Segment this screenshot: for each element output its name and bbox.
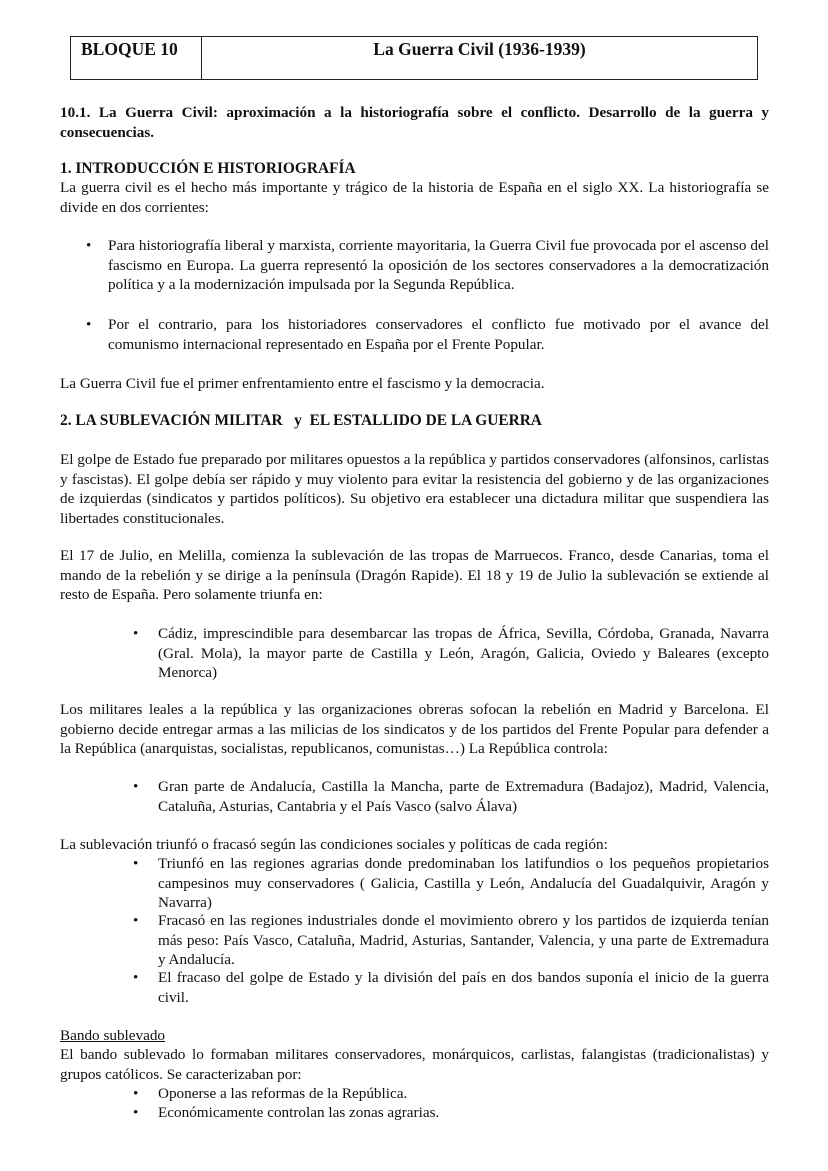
bullet-icon: • — [133, 855, 139, 872]
section-2-paragraph-3: Los militares leales a la república y las organizaciones obreras sofocan la rebelión en Madrid y Barcelona. El gobierno decide entregar armas a las milicias de los sindicatos y de los partidos del Frente Popular para defender a la República (anarquistas, socialistas, republicanos, comunistas…) La República controla: — [60, 701, 769, 758]
historiography-conservative: Por el contrario, para los historiadores conservadores el conflicto fue motivado por el avance del comunismo internacional representado en España por el Frente Popular. — [108, 316, 769, 353]
block-header-table — [70, 36, 758, 80]
block-number: BLOQUE 10 — [71, 37, 202, 79]
bullet-icon: • — [86, 316, 92, 333]
bando-sublevado-paragraph: El bando sublevado lo formaban militares conservadores, monárquicos, carlistas, falangistas (tradicionalistas) y grupos católicos. Se caracterizaban por: — [60, 1046, 769, 1083]
outcome-civil-war: El fracaso del golpe de Estado y la división del país en dos bandos suponía el inicio de la guerra civil. — [158, 969, 769, 1006]
list-item — [133, 777, 769, 816]
list-item — [133, 1103, 769, 1123]
section-2-paragraph-1: El golpe de Estado fue preparado por militares opuestos a la república y partidos conservadores (alfonsinos, carlistas y fascistas). El golpe debía ser rápido y muy violento para evitar la resistencia del gobierno y de las organizaciones de izquierdas (sindicatos y partidos políticos). Su objetivo era establecer una dictadura militar que suspendiera las libertades constitucionales. — [60, 451, 769, 527]
section-1-title: 1. INTRODUCCIÓN E HISTORIOGRAFÍA — [60, 160, 356, 177]
bullet-icon: • — [133, 912, 139, 929]
republic-regions: Gran parte de Andalucía, Castilla la Mancha, parte de Extremadura (Badajoz), Madrid, Valencia, Cataluña, Asturias, Cantabria y el País Vasco (salvo Álava) — [158, 778, 769, 815]
bullet-icon: • — [133, 1085, 139, 1102]
list-item — [133, 1084, 769, 1104]
section-2-paragraph-2: El 17 de Julio, en Melilla, comienza la sublevación de las tropas de Marruecos. Franco, desde Canarias, toma el mando de la rebelión y se dirige a la península (Dragón Rapide). El 18 y 19 de Julio la sublevación se extiende al resto de España. Pero solamente triunfa en: — [60, 547, 769, 604]
bando-sublevado-title: Bando sublevado — [60, 1027, 166, 1044]
triumph-regions: Cádiz, imprescindible para desembarcar las tropas de África, Sevilla, Córdoba, Granada, Navarra (Gral. Mola), la mayor parte de Castilla y León, Aragón, Galicia, Oviedo y Baleares (excepto Menorca) — [158, 625, 769, 682]
bullet-icon: • — [133, 1104, 139, 1121]
bullet-icon: • — [133, 778, 139, 795]
section-1-intro: La guerra civil es el hecho más importante y trágico de la historia de España en el siglo XX. La historiografía se divide en dos corrientes: — [60, 179, 769, 216]
list-item — [133, 854, 769, 913]
bullet-icon: • — [133, 625, 139, 642]
section-2-title: 2. LA SUBLEVACIÓN MILITAR y EL ESTALLIDO DE LA GUERRA — [60, 412, 542, 429]
bando-trait-1: Oponerse a las reformas de la República. — [158, 1085, 408, 1102]
list-item — [133, 911, 769, 970]
section-1-closing: La Guerra Civil fue el primer enfrentamiento entre el fascismo y la democracia. — [60, 375, 545, 392]
list-item — [86, 315, 769, 354]
list-item — [133, 624, 769, 683]
section-2-paragraph-4: La sublevación triunfó o fracasó según las condiciones sociales y políticas de cada región: — [60, 836, 608, 853]
bando-trait-2: Económicamente controlan las zonas agrarias. — [158, 1104, 440, 1121]
block-title: La Guerra Civil (1936-1939) — [373, 39, 586, 59]
outcome-triumph: Triunfó en las regiones agrarias donde predominaban los latifundios o los pequeños propietarios campesinos muy conservadores ( Galicia, Castilla y León, Andalucía del Guadalquivir, Aragón y Navarra) — [158, 855, 769, 912]
topic-heading: 10.1. La Guerra Civil: aproximación a la historiografía sobre el conflicto. Desarrollo de la guerra y consecuencias. — [60, 104, 769, 141]
bullet-icon: • — [86, 237, 92, 254]
outcome-failure: Fracasó en las regiones industriales donde el movimiento obrero y los partidos de izquierda tenían más peso: País Vasco, Cataluña, Madrid, Asturias, Santander, Valencia, y una parte de Extremadura y Andalucía. — [158, 912, 769, 969]
historiography-liberal: Para historiografía liberal y marxista, corriente mayoritaria, la Guerra Civil fue provocada por el ascenso del fascismo en Europa. La guerra representó la oposición de los sectores conservadores a la democratización política y a la modernización impulsada por la Segunda República. — [108, 237, 769, 294]
list-item — [133, 968, 769, 1007]
list-item — [86, 236, 769, 295]
bullet-icon: • — [133, 969, 139, 986]
